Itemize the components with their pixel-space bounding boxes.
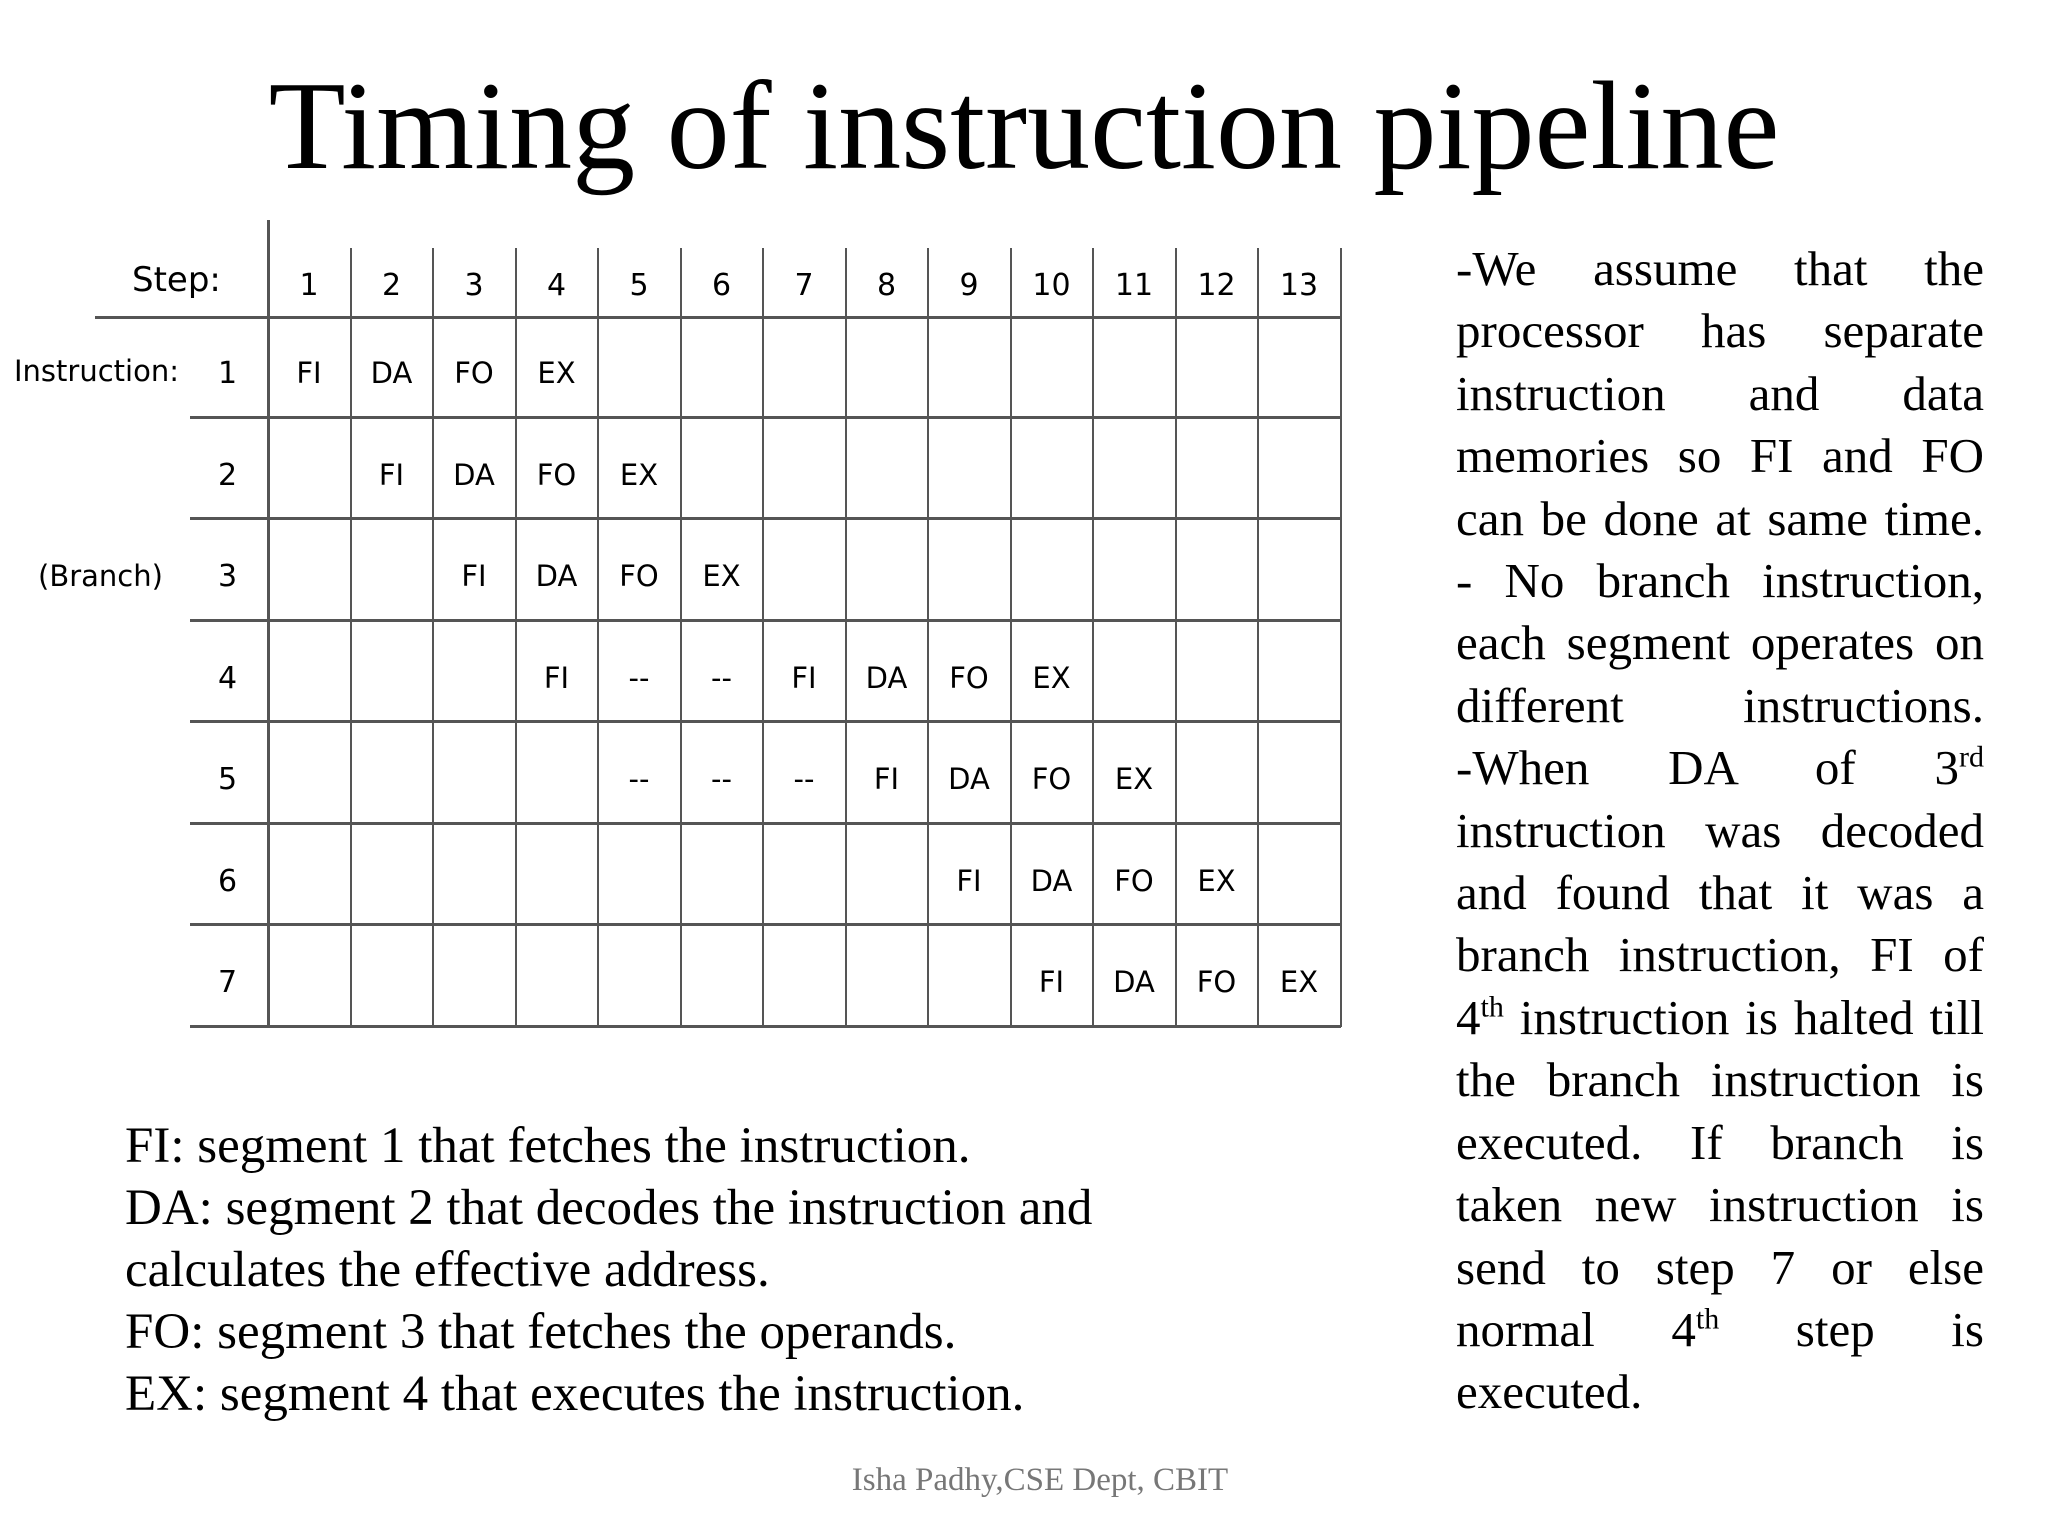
- pipeline-segment-cell: DA: [370, 356, 413, 390]
- branch-label: (Branch): [38, 559, 163, 593]
- note-separate-memories: -We assume that the processor has separate instruction and data memories so FI and FO can be done at same time.: [1456, 241, 1984, 546]
- grid-vertical-line: [762, 248, 764, 1027]
- step-header-label: Step:: [132, 260, 221, 300]
- pipeline-segment-cell: FO: [1114, 863, 1154, 898]
- pipeline-segment-cell: EX: [702, 559, 741, 593]
- grid-vertical-line: [845, 248, 847, 1027]
- instruction-number: 7: [218, 965, 238, 1000]
- grid-horizontal-line: [190, 619, 1341, 622]
- slide-footer: Isha Padhy,CSE Dept, CBIT: [851, 1462, 1229, 1498]
- grid-horizontal-line: [190, 1025, 1341, 1028]
- pipeline-segment-cell: EX: [619, 457, 659, 492]
- step-number: 7: [794, 268, 814, 303]
- grid-horizontal-line: [190, 822, 1341, 825]
- instruction-number: 3: [218, 559, 238, 594]
- grid-vertical-line: [680, 248, 682, 1027]
- step-number: 8: [876, 268, 897, 303]
- pipeline-segment-cell: FO: [949, 660, 989, 695]
- superscript: th: [1695, 1302, 1720, 1336]
- step-number: 6: [711, 268, 732, 303]
- note-no-branch: - No branch instruction, each segment operates on different instructions.: [1456, 553, 1984, 733]
- pipeline-segment-cell: EX: [1114, 762, 1154, 796]
- step-number: 9: [959, 268, 979, 303]
- legend-da-continued: calculates the effective address.: [125, 1242, 770, 1298]
- grid-vertical-line: [267, 220, 270, 1027]
- pipeline-segment-cell: EX: [1032, 660, 1071, 695]
- instruction-number: 2: [218, 457, 238, 493]
- legend-fo: FO: segment 3 that fetches the operands.: [125, 1304, 957, 1360]
- note-text: instruction was decoded and found that it was a branch instruction, FI of 4: [1456, 802, 1984, 1045]
- slide-title: Timing of instruction pipeline: [268, 57, 1780, 196]
- step-number: 3: [464, 268, 484, 303]
- step-number: 11: [1114, 268, 1154, 303]
- grid-horizontal-line: [190, 517, 1341, 520]
- step-number: 13: [1279, 268, 1319, 303]
- grid-vertical-line: [1257, 248, 1259, 1027]
- pipeline-segment-cell: FI: [296, 356, 322, 390]
- superscript: th: [1480, 990, 1504, 1024]
- instruction-number: 5: [218, 762, 238, 797]
- instruction-label: Instruction:: [14, 354, 179, 388]
- explanation-notes: [1456, 238, 1984, 1424]
- pipeline-segment-cell: DA: [535, 559, 578, 593]
- pipeline-segment-cell: DA: [1030, 863, 1073, 898]
- pipeline-segment-cell: FO: [536, 457, 577, 492]
- pipeline-segment-cell: FI: [791, 660, 817, 695]
- pipeline-segment-cell: --: [711, 762, 732, 796]
- note-text: step is executed.: [1456, 1301, 1984, 1420]
- pipeline-segment-cell: EX: [537, 356, 576, 390]
- pipeline-segment-cell: EX: [1197, 863, 1236, 898]
- grid-horizontal-line: [190, 923, 1341, 926]
- pipeline-segment-cell: FI: [543, 660, 570, 695]
- instruction-number: 1: [218, 356, 238, 391]
- grid-vertical-line: [1092, 248, 1094, 1027]
- note-branch-halt: [1456, 737, 1984, 1423]
- pipeline-segment-cell: FO: [1031, 762, 1072, 796]
- grid-vertical-line: [927, 248, 929, 1027]
- legend-fi: FI: segment 1 that fetches the instruction.: [125, 1118, 971, 1174]
- pipeline-segment-cell: EX: [1279, 965, 1319, 999]
- pipeline-segment-cell: --: [793, 762, 815, 796]
- pipeline-segment-cell: FI: [461, 559, 487, 593]
- step-number: 10: [1032, 268, 1071, 303]
- step-number: 5: [629, 268, 649, 303]
- pipeline-segment-cell: --: [628, 660, 650, 695]
- note-text: instruction is halted till the branch instruction is executed. If branch is taken new instruction is send to step 7 or else normal 4: [1456, 989, 1984, 1357]
- grid-vertical-line: [1340, 248, 1342, 1027]
- instruction-number: 4: [218, 660, 238, 696]
- pipeline-segment-cell: FO: [619, 559, 659, 593]
- step-number: 4: [546, 268, 567, 303]
- pipeline-segment-cell: FI: [1038, 965, 1065, 999]
- note-text: -When DA of 3: [1456, 740, 1959, 796]
- grid-horizontal-line: [190, 416, 1341, 419]
- legend-da: DA: segment 2 that decodes the instruction and: [125, 1180, 1093, 1236]
- step-number: 2: [381, 268, 402, 303]
- superscript: rd: [1959, 740, 1984, 774]
- pipeline-segment-cell: DA: [1113, 965, 1155, 999]
- legend-ex: EX: segment 4 that executes the instruction.: [125, 1366, 1025, 1422]
- step-number: 1: [299, 268, 319, 303]
- segment-legend: [125, 1115, 1092, 1425]
- pipeline-segment-cell: DA: [865, 660, 908, 695]
- step-header-line: [95, 316, 1341, 319]
- pipeline-segment-cell: DA: [453, 457, 495, 492]
- pipeline-segment-cell: FI: [956, 863, 982, 898]
- step-number: 12: [1197, 268, 1236, 303]
- pipeline-segment-cell: --: [628, 762, 650, 796]
- pipeline-segment-cell: FI: [873, 762, 900, 796]
- grid-vertical-line: [1010, 248, 1012, 1027]
- instruction-number: 6: [218, 863, 238, 899]
- pipeline-segment-cell: FO: [454, 356, 494, 390]
- pipeline-segment-cell: --: [711, 660, 732, 695]
- grid-vertical-line: [1175, 248, 1177, 1027]
- pipeline-segment-cell: FI: [378, 457, 405, 492]
- pipeline-segment-cell: FO: [1196, 965, 1237, 999]
- grid-horizontal-line: [190, 720, 1341, 723]
- pipeline-segment-cell: DA: [948, 762, 990, 796]
